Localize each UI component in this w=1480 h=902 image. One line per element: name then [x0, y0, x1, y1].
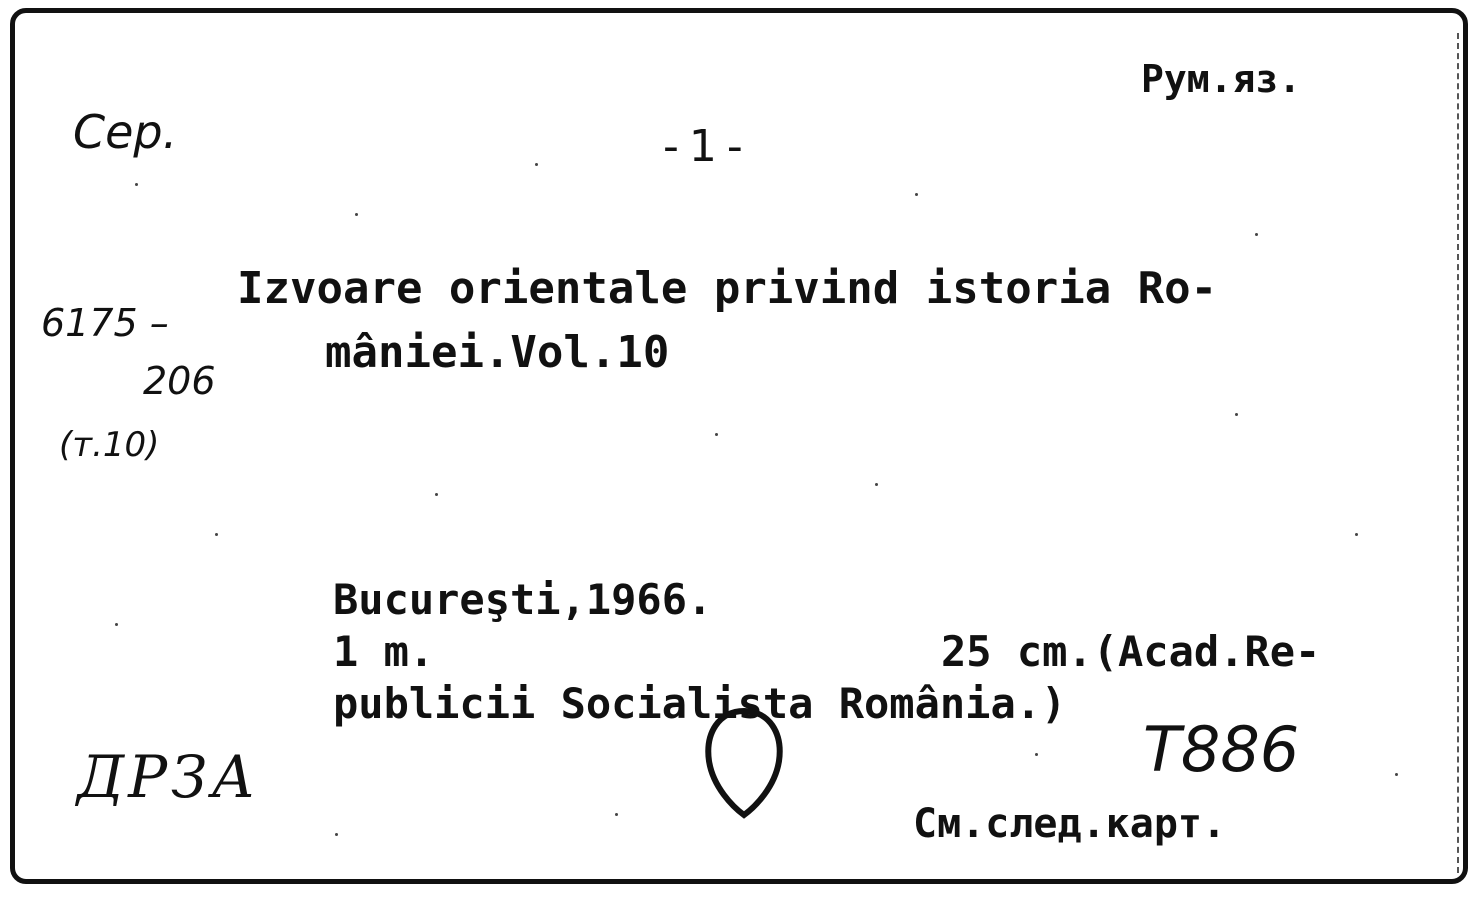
card-edge-dashed-line: [1457, 33, 1459, 873]
location-code: ДРЗА: [77, 743, 260, 811]
card-number: -1-: [663, 121, 753, 172]
punched-hole: [699, 703, 789, 823]
scan-speck: [615, 813, 618, 816]
language-header: Рум.яз.: [1141, 57, 1302, 101]
scan-speck: [435, 493, 438, 496]
shelfmark-line-2: 206: [143, 359, 216, 403]
imprint-line-1: Bucureşti,1966.: [333, 575, 713, 624]
scan-speck: [875, 483, 878, 486]
scan-speck: [1395, 773, 1398, 776]
imprint-line-2-left: 1 m.: [333, 627, 435, 676]
scan-speck: [1355, 533, 1358, 536]
title-line-2: mâniei.Vol.10: [325, 327, 670, 378]
continuation-note: См.след.карт.: [913, 801, 1227, 847]
accession-number: T886: [1143, 713, 1300, 786]
scan-speck: [135, 183, 138, 186]
imprint-line-3: publicii Socialista România.): [333, 679, 1067, 728]
scan-speck: [1035, 753, 1038, 756]
catalog-card: [10, 8, 1468, 884]
scan-speck: [715, 433, 718, 436]
shelfmark-line-3: (т.10): [59, 425, 160, 465]
scan-speck: [115, 623, 118, 626]
scan-speck: [915, 193, 918, 196]
scan-speck: [1255, 233, 1258, 236]
shelfmark-line-1: 6175 –: [41, 301, 169, 345]
scan-speck: [335, 833, 338, 836]
scan-speck: [1235, 413, 1238, 416]
scan-speck: [535, 163, 538, 166]
scan-speck: [215, 533, 218, 536]
scan-speck: [355, 213, 358, 216]
title-line-1: Izvoare orientale privind istoria Ro-: [237, 263, 1218, 314]
series-note: Сер.: [73, 105, 178, 159]
imprint-line-2-right: 25 cm.(Acad.Re-: [941, 627, 1321, 676]
